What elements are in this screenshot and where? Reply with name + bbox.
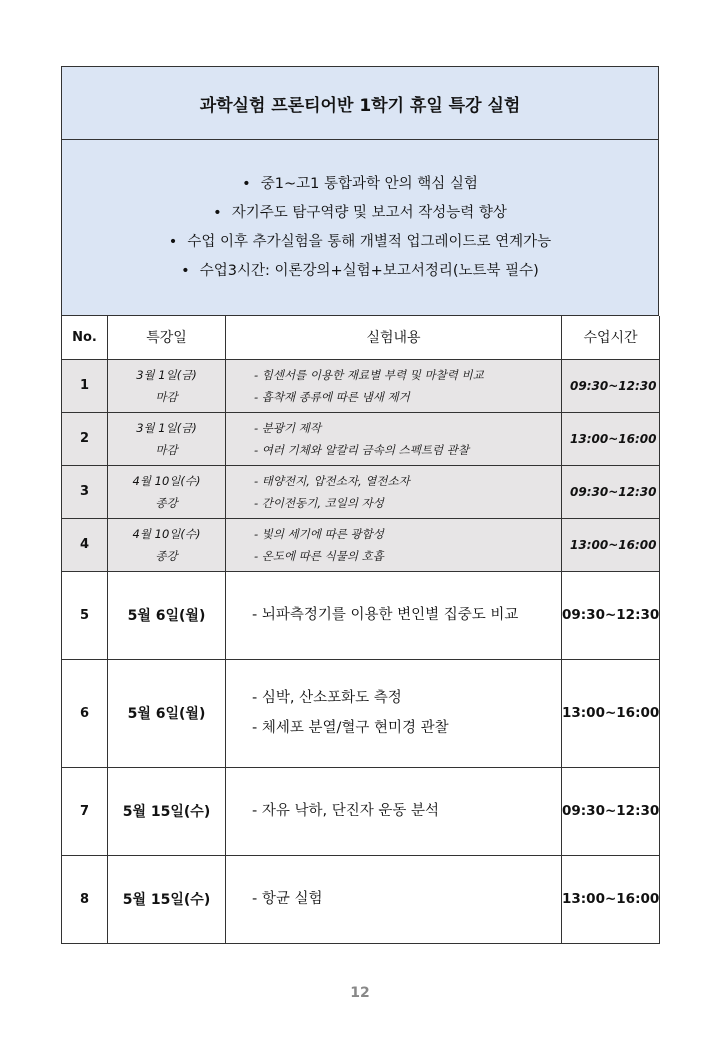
row-no: 5: [62, 571, 108, 659]
table-row: [62, 412, 660, 465]
row-date: 4월 10일(수) 종강: [108, 518, 226, 571]
table-row: [62, 465, 660, 518]
row-time: 13:00~16:00: [562, 659, 660, 767]
table-row: [62, 571, 660, 659]
row-date: 4월 10일(수) 종강: [108, 465, 226, 518]
schedule-table: [61, 316, 660, 944]
row-time: 09:30~12:30: [562, 465, 660, 518]
row-content: - 뇌파측정기를 이용한 변인별 집중도 비교: [226, 571, 562, 659]
bullet-icon: •: [213, 204, 222, 221]
row-content: - 심박, 산소포화도 측정 - 체세포 분열/혈구 현미경 관찰: [226, 659, 562, 767]
row-time: 13:00~16:00: [562, 855, 660, 943]
table-row: [62, 767, 660, 855]
row-time: 13:00~16:00: [562, 518, 660, 571]
row-time: 09:30~12:30: [562, 767, 660, 855]
bullet-icon: •: [181, 262, 190, 279]
bullet-item: • 수업3시간: 이론강의+실험+보고서정리(노트북 필수): [181, 262, 539, 279]
header-date: 특강일: [108, 316, 226, 359]
row-date: 5월 6일(월): [108, 571, 226, 659]
row-date: 3월 1일(금) 마감: [108, 359, 226, 412]
table-row: [62, 518, 660, 571]
row-content: - 태양전지, 압전소자, 열전소자 - 간이전동기, 코일의 자성: [226, 465, 562, 518]
row-time: 09:30~12:30: [562, 571, 660, 659]
row-no: 7: [62, 767, 108, 855]
bullet-item: • 중1~고1 통합과학 안의 핵심 실험: [242, 175, 478, 192]
schedule-sheet: [61, 66, 659, 944]
page-title: 과학실험 프론티어반 1학기 휴일 특강 실험: [199, 95, 521, 116]
row-date: 5월 15일(수): [108, 767, 226, 855]
row-no: 3: [62, 465, 108, 518]
header-time: 수업시간: [562, 316, 660, 359]
row-content: - 자유 낙하, 단진자 운동 분석: [226, 767, 562, 855]
bullet-icon: •: [168, 233, 178, 250]
table-row: [62, 359, 660, 412]
bullet-item: • 수업 이후 추가실험을 통해 개별적 업그레이드로 연계가능: [168, 233, 552, 250]
summary-bullets: [61, 140, 659, 316]
page-number: 12: [350, 985, 370, 1001]
row-no: 8: [62, 855, 108, 943]
row-time: 09:30~12:30: [562, 359, 660, 412]
row-no: 1: [62, 359, 108, 412]
table-row: [62, 659, 660, 767]
row-time: 13:00~16:00: [562, 412, 660, 465]
table-header-row: [62, 316, 660, 359]
row-no: 2: [62, 412, 108, 465]
row-date: 5월 15일(수): [108, 855, 226, 943]
row-content: - 분광기 제작 - 여러 기체와 알칼리 금속의 스펙트럼 관찰: [226, 412, 562, 465]
header-content: 실험내용: [226, 316, 562, 359]
header-no: No.: [62, 316, 108, 359]
bullet-icon: •: [242, 175, 251, 192]
bullet-item: • 자기주도 탐구역량 및 보고서 작성능력 향상: [213, 204, 507, 221]
row-date: 5월 6일(월): [108, 659, 226, 767]
table-row: [62, 855, 660, 943]
row-content: - 빛의 세기에 따른 광합성 - 온도에 따른 식물의 호흡: [226, 518, 562, 571]
row-no: 4: [62, 518, 108, 571]
row-no: 6: [62, 659, 108, 767]
row-date: 3월 1일(금) 마감: [108, 412, 226, 465]
row-content: - 힘센서를 이용한 재료별 부력 및 마찰력 비교 - 흡착재 종류에 따른 냄새 제거: [226, 359, 562, 412]
row-content: - 항균 실험: [226, 855, 562, 943]
title-box: [61, 66, 659, 140]
